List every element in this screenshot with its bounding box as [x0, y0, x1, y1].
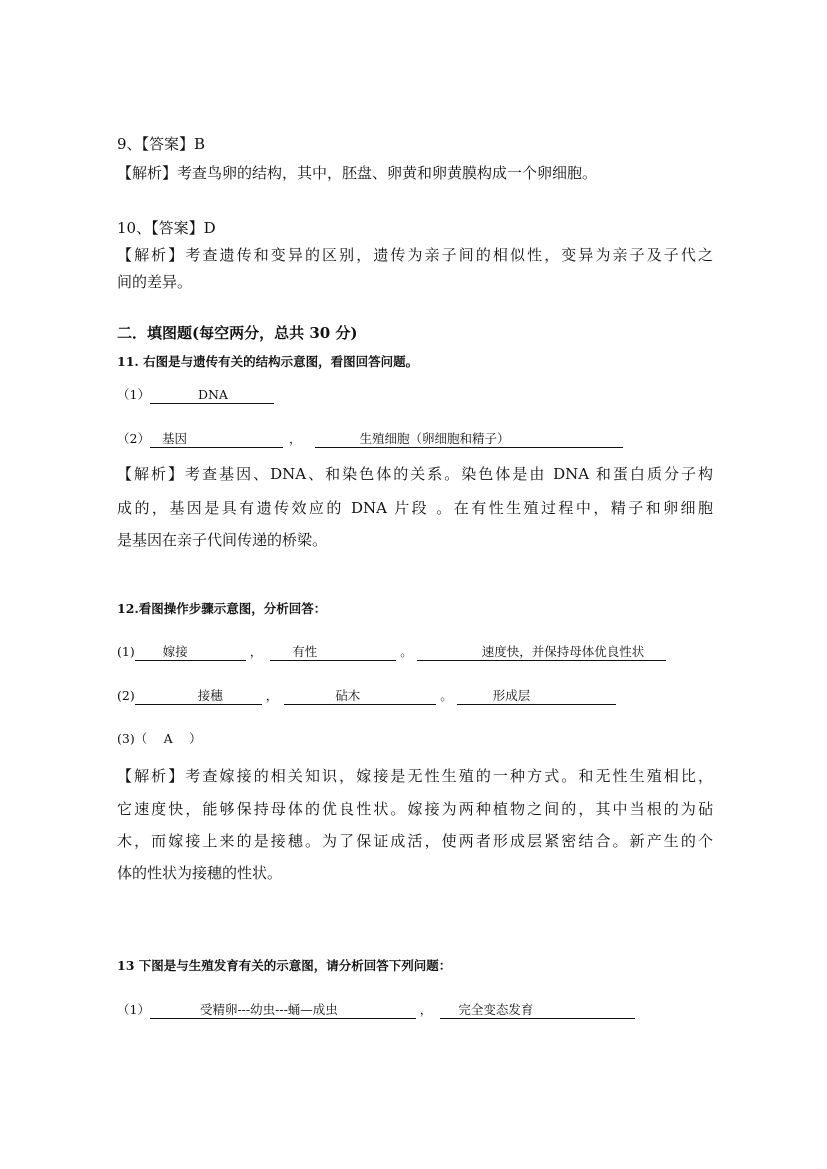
q11-part2-sep: ， — [288, 431, 302, 446]
q13-title: 13 下图是与生殖发育有关的示意图，请分析回答下列问题： — [117, 958, 452, 973]
q12-part2-blank-a — [135, 688, 262, 705]
q12-analysis-line3: 木，而嫁接上来的是接穗。为了保证成活，使两者形成层紧密结合。新产生的个 — [117, 832, 713, 850]
q11-part1-label: （1） — [117, 387, 150, 402]
q12-part3: (3)（ A ） — [117, 731, 202, 746]
q11-analysis-line2: 成的，基因是具有遗传效应的 DNA 片段 。在有性生殖过程中，精子和卵细胞 — [117, 499, 713, 517]
q13-part1-label: （1） — [117, 1002, 150, 1017]
q12-part1 — [117, 642, 666, 662]
q12-part1-sep2: 。 — [400, 644, 413, 659]
q10-analysis-line2: 间的差异。 — [117, 273, 193, 291]
q12-analysis-line1: 【解析】考查嫁接的相关知识，嫁接是无性生殖的一种方式。和无性生殖相比， — [117, 767, 713, 785]
q11-analysis-line1: 【解析】考查基因、DNA、和染色体的关系。染色体是由 DNA 和蛋白质分子构 — [117, 465, 713, 483]
q12-part1-blank-a — [135, 644, 246, 661]
q11-part2-answer1: 基因 — [161, 431, 187, 446]
q12-part2-blank-b — [284, 688, 436, 705]
section-heading: 二．填图题(每空两分，总共 30 分) — [117, 324, 358, 342]
q12-part2 — [117, 686, 616, 706]
q13-part1 — [117, 1000, 635, 1020]
q12-part2-b: 砧木 — [335, 688, 361, 703]
q12-part2-label: (2) — [117, 688, 135, 703]
q11-part2 — [117, 429, 623, 449]
q11-part1-blank — [150, 387, 274, 404]
q11-part2-label: （2） — [117, 431, 150, 446]
q12-part2-a: 接穗 — [197, 688, 223, 703]
q13-part1-blank-a — [150, 1002, 416, 1019]
q11-part1 — [117, 385, 274, 405]
q13-part1-blank-b — [440, 1002, 635, 1019]
q12-part1-c: 速度快，并保持母体优良性状 — [481, 644, 645, 659]
q12-title: 12.看图操作步骤示意图，分析回答： — [117, 601, 327, 616]
q11-part2-blank2 — [315, 431, 622, 448]
q12-part1-sep1: ， — [249, 644, 263, 659]
q12-part1-label: (1) — [117, 644, 135, 659]
q11-part1-answer: DNA — [197, 387, 228, 402]
q13-part1-a: 受精卵---幼虫---蛹—成虫 — [199, 1002, 338, 1017]
q9-analysis: 【解析】考查鸟卵的结构，其中，胚盘、卵黄和卵黄膜构成一个卵细胞。 — [117, 164, 598, 182]
q13-part1-b: 完全变态发育 — [458, 1002, 534, 1017]
q12-analysis-line4: 体的性状为接穗的性状。 — [117, 864, 283, 882]
q11-title: 11. 右图是与遗传有关的结构示意图，看图回答问题。 — [117, 354, 419, 369]
q11-part2-blank1 — [150, 431, 283, 448]
q12-analysis-line2: 它速度快，能够保持母体的优良性状。嫁接为两种植物之间的，其中当根的为砧 — [117, 800, 713, 818]
q12-part2-sep1: ， — [265, 688, 279, 703]
q12-part1-a: 嫁接 — [162, 644, 188, 659]
q10-answer: 10、【答案】D — [117, 219, 216, 237]
q12-part2-c: 形成层 — [492, 688, 531, 703]
q13-part1-sep: ， — [419, 1002, 433, 1017]
q11-part2-answer2: 生殖细胞（卵细胞和精子） — [359, 431, 510, 446]
q12-part2-sep2: 。 — [440, 688, 453, 703]
q10-analysis-line1: 【解析】考查遗传和变异的区别，遗传为亲子间的相似性，变异为亲子及子代之 — [117, 246, 713, 264]
q12-part1-blank-c — [417, 644, 667, 661]
q9-answer: 9、【答案】B — [117, 135, 206, 153]
q11-analysis-line3: 是基因在亲子代间传递的桥梁。 — [117, 531, 328, 549]
q12-part1-blank-b — [270, 644, 396, 661]
q12-part1-b: 有性 — [292, 644, 318, 659]
q12-part2-blank-c — [457, 688, 617, 705]
